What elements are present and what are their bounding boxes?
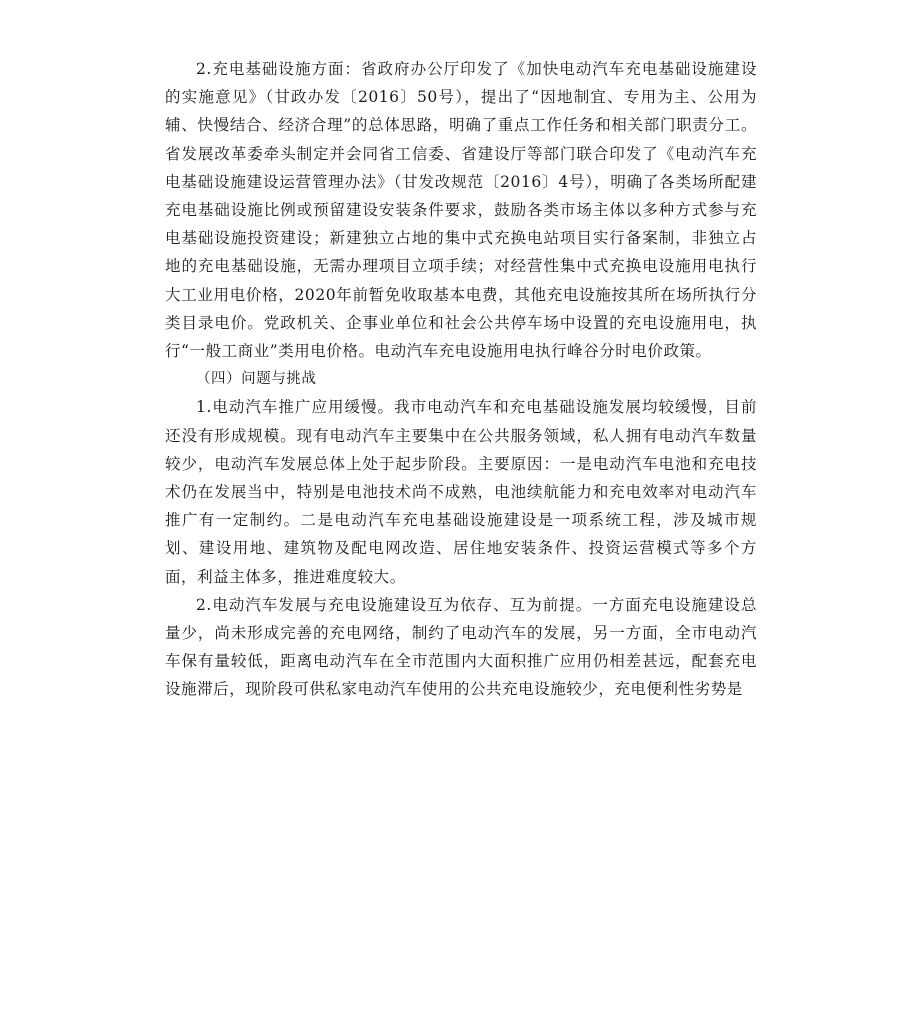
paragraph-slow-adoption: 1.电动汽车推广应用缓慢。我市电动汽车和充电基础设施发展均较缓慢，目前还没有形成规模。现有电动汽车主要集中在公共服务领域，私人拥有电动汽车数量较少，电动汽车发展总体上处于起步阶段。主要原因：一是电动汽车电池和充电技术仍在发展当中，特别是电池技术尚不成熟，电池续航能力和充电效率对电动汽车推广有一定制约。二是电动汽车充电基础设施建设是一项系统工程，涉及城市规划、建设用地、建筑物及配电网改造、居住地安装条件、投资运营模式等多个方面，利益主体多，推进难度较大。 bbox=[165, 398, 757, 586]
paragraph-mutual-dependence: 2.电动汽车发展与充电设施建设互为依存、互为前提。一方面充电设施建设总量少，尚未形成完善的充电网络，制约了电动汽车的发展，另一方面，全市电动汽车保有量较低，距离电动汽车在全市范围内大面积推广应用仍相差甚远，配套充电设施滞后，现阶段可供私家电动汽车使用的公共充电设施较少，充电便利性劣势是 bbox=[165, 595, 757, 699]
document-body bbox=[165, 55, 757, 704]
paragraph-charging-infrastructure: 2.充电基础设施方面：省政府办公厅印发了《加快电动汽车充电基础设施建设的实施意见》（甘政办发〔2016〕50号），提出了“因地制宜、专用为主、公用为辅、快慢结合、经济合理”的总体思路，明确了重点工作任务和相关部门职责分工。省发展改革委牵头制定并会同省工信委、省建设厅等部门联合印发了《电动汽车充电基础设施建设运营管理办法》（甘发改规范〔2016〕4号），明确了各类场所配建充电基础设施比例或预留建设安装条件要求，鼓励各类市场主体以多种方式参与充电基础设施投资建设；新建独立占地的集中式充换电站项目实行备案制，非独立占地的充电基础设施，无需办理项目立项手续；对经营性集中式充换电设施用电执行大工业用电价格，2020年前暂免收取基本电费，其他充电设施按其所在场所执行分类目录电价。党政机关、企事业单位和社会公共停车场中设置的充电设施用电，执行“一般工商业”类用电价格。电动汽车充电设施用电执行峰谷分时电价政策。 bbox=[165, 60, 757, 361]
section-heading-problems-challenges: （四）问题与挑战 bbox=[196, 371, 317, 388]
